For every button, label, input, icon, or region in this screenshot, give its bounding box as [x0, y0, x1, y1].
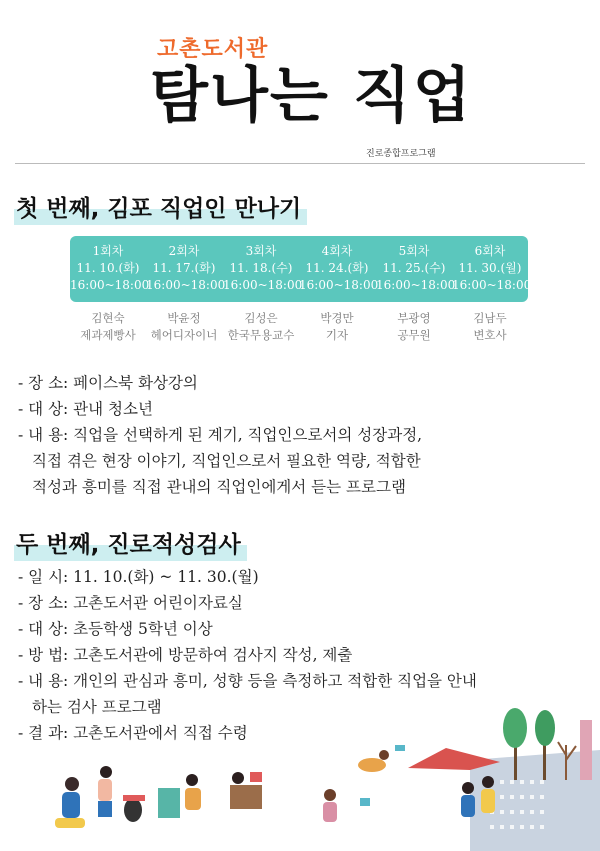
schedule-cell — [299, 243, 379, 294]
session-time: 16:00~18:00 — [376, 278, 456, 292]
schedule-table — [70, 236, 532, 302]
page-title: 탐나는 직업 — [150, 61, 473, 131]
session-label: 6회차 — [474, 244, 506, 258]
speaker — [376, 310, 452, 344]
header-divider — [15, 163, 585, 164]
session-time: 16:00~18:00 — [70, 278, 150, 292]
session-time: 16:00~18:00 — [452, 278, 532, 292]
detail-line: 적성과 흥미를 직접 관내의 직업인에게서 듣는 프로그램 — [32, 478, 406, 496]
section1-title — [14, 188, 307, 225]
speaker — [70, 310, 146, 344]
speaker-job: 기자 — [325, 328, 349, 342]
detail-line: - 내 용: 직업을 선택하게 된 계기, 직업인으로서의 성장과정, — [18, 426, 423, 444]
schedule-cell — [452, 243, 532, 294]
speaker — [299, 310, 375, 344]
speaker-name: 박경만 — [320, 311, 354, 325]
session-label: 3회차 — [245, 244, 277, 258]
speaker-name: 김남두 — [473, 311, 507, 325]
detail-line: - 대 상: 관내 청소년 — [18, 400, 153, 418]
detail-line: - 대 상: 초등학생 5학년 이상 — [18, 620, 213, 638]
section2-title — [14, 524, 247, 561]
detail-line: 직접 겪은 현장 이야기, 직업인으로서 필요한 역량, 적합한 — [32, 452, 421, 470]
detail-line: - 내 용: 개인의 관심과 흥미, 성향 등을 측정하고 적합한 직업을 안내 — [18, 672, 477, 690]
speaker-name: 김성은 — [244, 311, 278, 325]
detail-line: - 장 소: 고촌도서관 어린이자료실 — [18, 594, 243, 612]
section2-title-text: 두 번째, 진로적성검사 — [16, 532, 241, 558]
section1-title-text: 첫 번째, 김포 직업인 만나기 — [16, 196, 302, 222]
detail-line: 하는 검사 프로그램 — [32, 698, 162, 716]
session-date: 11. 17.(화) — [152, 261, 216, 275]
speaker-job: 변호사 — [473, 328, 507, 342]
speaker-name: 김현숙 — [91, 311, 125, 325]
detail-line: - 결 과: 고촌도서관에서 직접 수령 — [18, 724, 248, 742]
speaker-job: 헤어디자이너 — [150, 328, 218, 342]
detail-line: - 방 법: 고촌도서관에 방문하여 검사지 작성, 제출 — [18, 646, 353, 664]
session-time: 16:00~18:00 — [299, 278, 379, 292]
schedule-cell — [146, 243, 226, 294]
speaker — [146, 310, 222, 344]
session-time: 16:00~18:00 — [223, 278, 303, 292]
schedule-cell — [223, 243, 303, 294]
session-time: 16:00~18:00 — [146, 278, 226, 292]
session-date: 11. 30.(월) — [458, 261, 522, 275]
speaker-name: 박윤정 — [167, 311, 201, 325]
schedule-cell — [70, 243, 150, 294]
detail-line: - 일 시: 11. 10.(화) ~ 11. 30.(월) — [18, 568, 259, 586]
schedule-cell — [376, 243, 456, 294]
speaker — [452, 310, 528, 344]
speaker — [223, 310, 299, 344]
session-label: 1회차 — [92, 244, 124, 258]
session-label: 5회차 — [398, 244, 430, 258]
session-date: 11. 24.(화) — [305, 261, 369, 275]
session-date: 11. 10.(화) — [76, 261, 140, 275]
speaker-name: 부광영 — [397, 311, 431, 325]
speaker-job: 제과제빵사 — [80, 328, 136, 342]
org-name: 고촌도서관 — [157, 37, 269, 62]
speaker-job: 한국무용교수 — [227, 328, 295, 342]
session-label: 2회차 — [168, 244, 200, 258]
session-date: 11. 25.(수) — [382, 261, 446, 275]
detail-line: - 장 소: 페이스북 화상강의 — [18, 374, 198, 392]
reading-people-illustration — [0, 700, 600, 851]
speaker-job: 공무원 — [397, 328, 431, 342]
section1-details — [18, 370, 422, 500]
program-subtitle: 진로종합프로그램 — [366, 149, 436, 159]
session-date: 11. 18.(수) — [229, 261, 293, 275]
session-label: 4회차 — [321, 244, 353, 258]
